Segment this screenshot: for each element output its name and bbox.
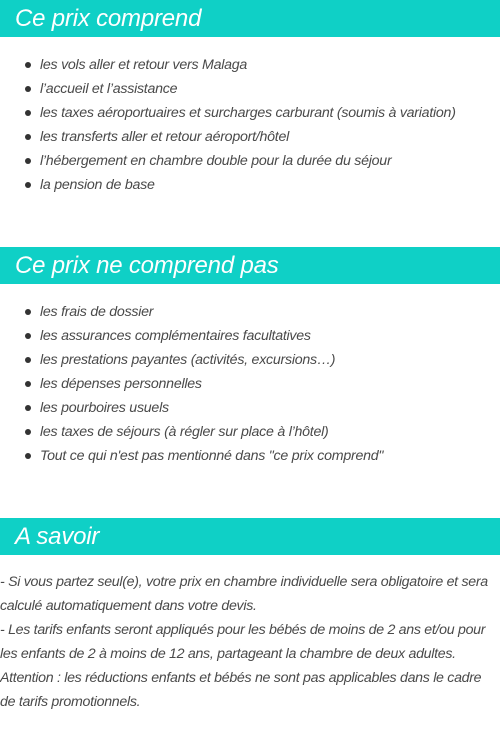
bullet-icon (25, 357, 31, 363)
list-item-text: Tout ce qui n'est pas mentionné dans "ce prix comprend" (40, 448, 384, 464)
good-to-know-text (0, 570, 500, 714)
section-header-good-to-know: A savoir (0, 518, 500, 555)
bullet-icon (25, 86, 31, 92)
info-paragraph: - Si vous partez seul(e), votre prix en chambre individuelle sera obligatoire et sera calculé automatiquement dans votre devis. (0, 574, 488, 614)
list-item-text: les transferts aller et retour aéroport/hôtel (40, 129, 289, 145)
list-item (0, 420, 500, 444)
list-item (0, 324, 500, 348)
bullet-icon (25, 405, 31, 411)
list-item-text: les taxes aéroportuaires et surcharges carburant (soumis à variation) (40, 105, 456, 121)
section-header-not-included: Ce prix ne comprend pas (0, 247, 500, 284)
not-included-list (0, 300, 500, 468)
list-item-text: la pension de base (40, 177, 155, 193)
bullet-icon (25, 62, 31, 68)
bullet-icon (25, 333, 31, 339)
included-list (0, 53, 500, 197)
list-item-text: les pourboires usuels (40, 400, 169, 416)
info-paragraph: Attention : les réductions enfants et bébés ne sont pas applicables dans le cadre de tarifs promotionnels. (0, 670, 482, 710)
section-header-included: Ce prix comprend (0, 0, 500, 37)
bullet-icon (25, 182, 31, 188)
list-item (0, 300, 500, 324)
list-item (0, 125, 500, 149)
list-item (0, 396, 500, 420)
list-item-text: l’accueil et l’assistance (40, 81, 178, 97)
list-item (0, 101, 500, 125)
list-item (0, 149, 500, 173)
list-item (0, 348, 500, 372)
list-item (0, 372, 500, 396)
list-item-text: les vols aller et retour vers Malaga (40, 57, 248, 73)
list-item (0, 77, 500, 101)
list-item-text: l’hébergement en chambre double pour la durée du séjour (40, 153, 392, 169)
list-item-text: les dépenses personnelles (40, 376, 202, 392)
list-item-text: les taxes de séjours (à régler sur place à l’hôtel) (40, 424, 329, 440)
bullet-icon (25, 453, 31, 459)
bullet-icon (25, 309, 31, 315)
list-item-text: les prestations payantes (activités, excursions…) (40, 352, 336, 368)
bullet-icon (25, 110, 31, 116)
bullet-icon (25, 381, 31, 387)
bullet-icon (25, 134, 31, 140)
list-item-text: les assurances complémentaires facultatives (40, 328, 311, 344)
info-paragraph: - Les tarifs enfants seront appliqués pour les bébés de moins de 2 ans et/ou pour les enfants de 2 à moins de 12 ans, partageant la chambre de deux adultes. (0, 622, 486, 662)
bullet-icon (25, 158, 31, 164)
bullet-icon (25, 429, 31, 435)
list-item (0, 444, 500, 468)
list-item (0, 53, 500, 77)
list-item-text: les frais de dossier (40, 304, 154, 320)
list-item (0, 173, 500, 197)
